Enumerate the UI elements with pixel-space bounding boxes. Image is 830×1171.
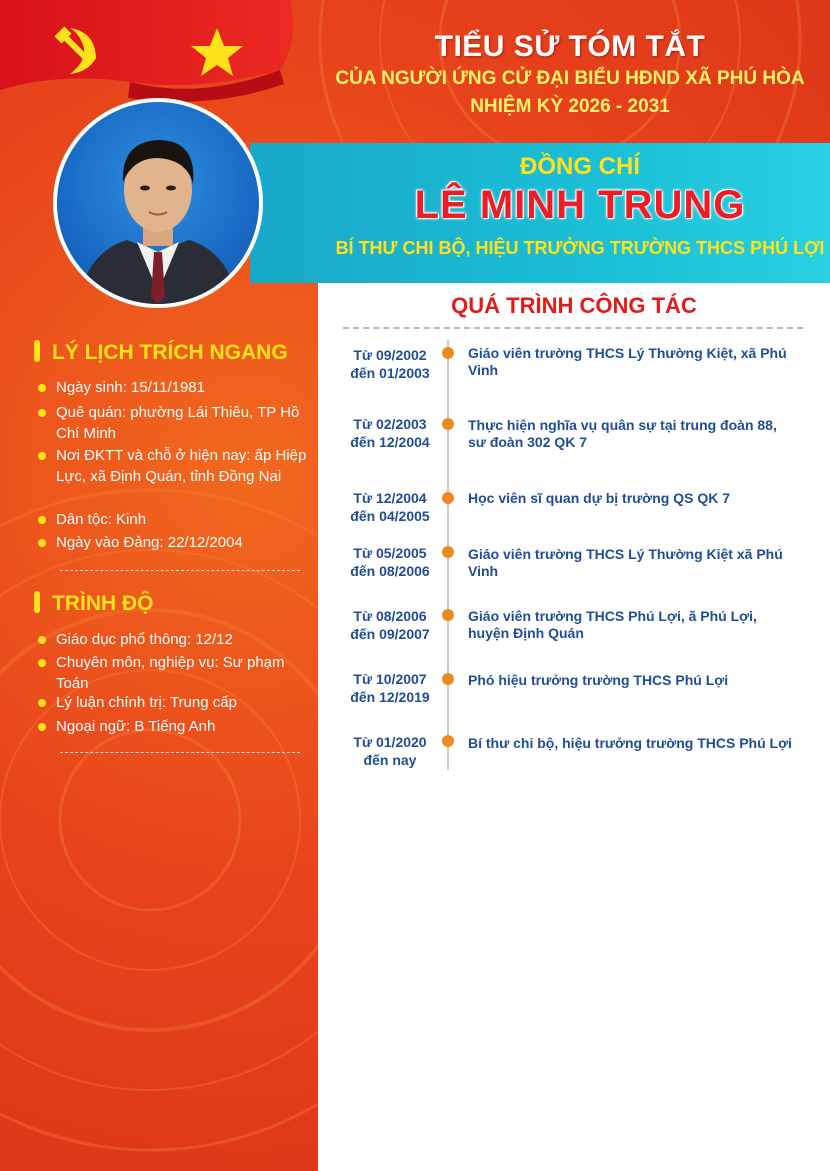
timeline-date: Từ 08/2006 đến 09/2007 [350, 608, 430, 642]
term-label: NHIỆM KỲ 2026 - 2031 [470, 96, 670, 117]
list-item: Nơi ĐKTT và chỗ ở hiện nay: ấp Hiệp Lực, xã Định Quán, tỉnh Đồng Nai [38, 445, 308, 487]
candidate-name: LÊ MINH TRUNG [414, 183, 746, 227]
timeline-dot [442, 418, 454, 430]
timeline-dot [442, 492, 454, 504]
section-divider [60, 752, 300, 753]
avatar [53, 98, 263, 308]
timeline-date: Từ 02/2003 đến 12/2004 [350, 416, 430, 450]
list-item: Chuyên môn, nghiệp vụ: Sư phạm Toán [38, 652, 308, 694]
timeline-date: Từ 05/2005 đến 08/2006 [350, 545, 430, 579]
timeline-dot [442, 546, 454, 558]
biography-heading: LÝ LỊCH TRÍCH NGANG [34, 340, 288, 365]
list-item: Ngoại ngữ: B Tiếng Anh [38, 716, 308, 737]
timeline-date: Từ 10/2007 đến 12/2019 [350, 671, 430, 705]
timeline-description: Giáo viên trường THCS Lý Thường Kiệt, xã Phú Vinh [468, 345, 787, 378]
timeline-description: Giáo viên trường THCS Phú Lợi, ã Phú Lợi, huyện Định Quán [468, 608, 757, 641]
timeline-date: Từ 09/2002 đến 01/2003 [350, 347, 430, 381]
section-divider [60, 570, 300, 571]
timeline-date: Từ 12/2004 đến 04/2005 [350, 490, 430, 524]
heading-bar [34, 340, 40, 362]
education-heading: TRÌNH ĐỘ [34, 591, 154, 616]
list-item: Ngày vào Đảng: 22/12/2004 [38, 532, 308, 553]
honorific-label: ĐỒNG CHÍ [520, 153, 640, 180]
candidate-position: BÍ THƯ CHI BỘ, HIỆU TRƯỞNG TRƯỜNG THCS PHÚ LỢI [335, 238, 825, 258]
timeline-description: Giáo viên trường THCS Lý Thường Kiệt xã Phú Vinh [468, 546, 783, 579]
timeline-dot [442, 735, 454, 747]
list-item: Giáo dục phổ thông: 12/12 [38, 629, 308, 650]
page-subtitle: CỦA NGƯỜI ỨNG CỬ ĐẠI BIỂU HĐND XÃ PHÚ HÒA [335, 68, 805, 89]
timeline-date: Từ 01/2020 đến nay [353, 734, 427, 768]
list-item: Ngày sinh: 15/11/1981 [38, 377, 308, 398]
party-flag-icon [0, 0, 300, 110]
portrait-photo [57, 102, 259, 304]
list-item: Quê quán: phường Lái Thiêu, TP Hồ Chí Minh [38, 402, 308, 444]
timeline-dot [442, 609, 454, 621]
section-divider [343, 327, 803, 329]
list-item: Dân tộc: Kinh [38, 509, 308, 530]
timeline-description: Học viên sĩ quan dự bị trường QS QK 7 [468, 490, 731, 506]
timeline-description: Phó hiệu trưởng trường THCS Phú Lợi [468, 672, 729, 688]
timeline-dot [442, 673, 454, 685]
list-item: Lý luận chính trị: Trung cấp [38, 692, 308, 713]
page-title: TIỂU SỬ TÓM TẮT [434, 30, 706, 63]
heading-bar [34, 591, 40, 613]
timeline-description: Bí thư chi bộ, hiệu trưởng trường THCS Phú Lợi [468, 735, 792, 751]
timeline-description: Thực hiện nghĩa vụ quân sự tại trung đoàn 88, sư đoàn 302 QK 7 [468, 417, 777, 450]
career-heading: QUÁ TRÌNH CÔNG TÁC [451, 293, 697, 318]
timeline-dot [442, 347, 454, 359]
